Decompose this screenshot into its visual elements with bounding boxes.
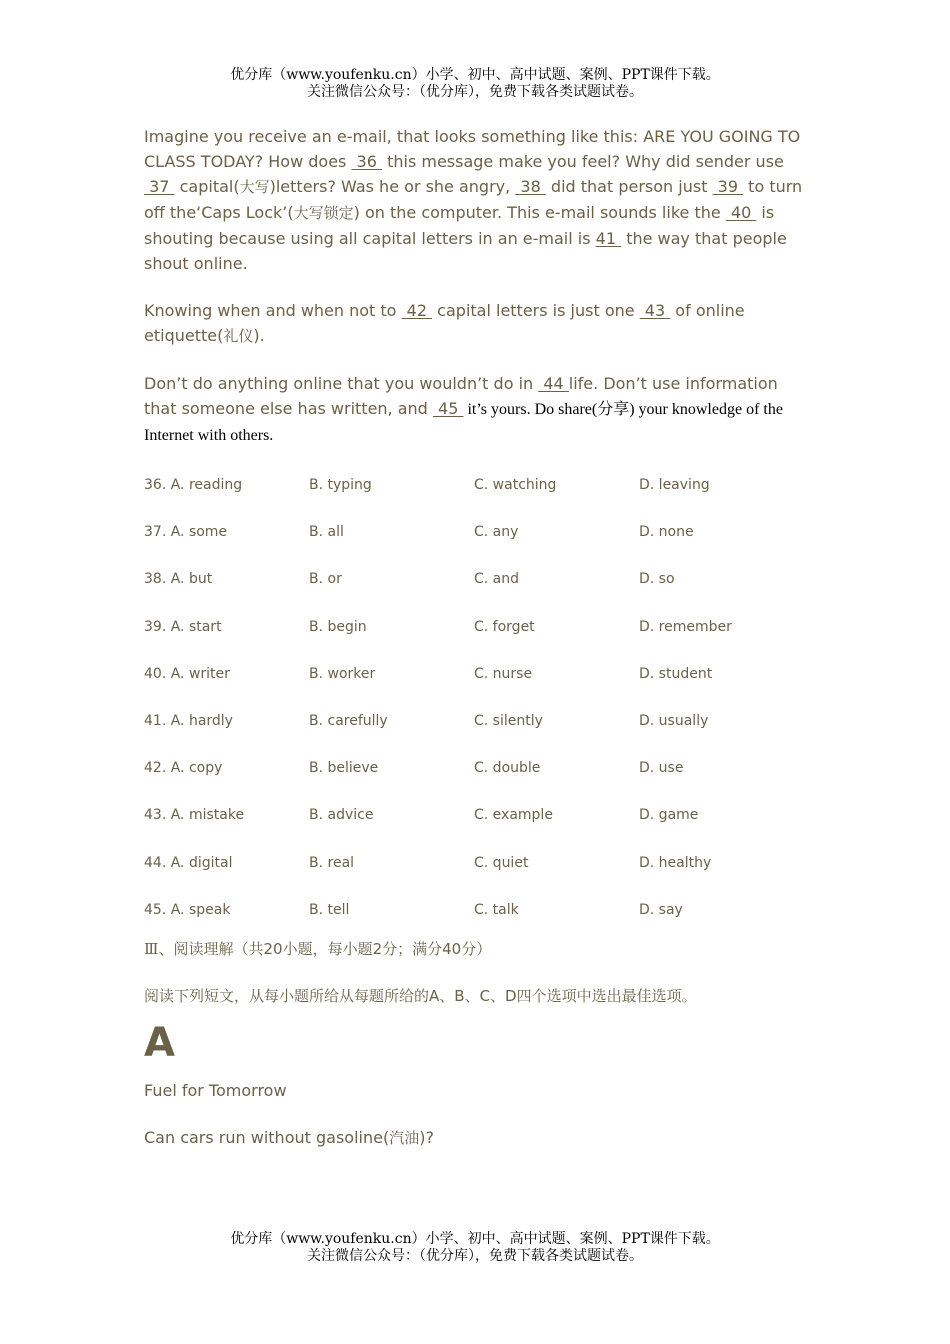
option-row-45 bbox=[144, 901, 814, 948]
option-row-43 bbox=[144, 806, 814, 853]
option-row-42 bbox=[144, 759, 814, 806]
options-list bbox=[144, 476, 814, 948]
header-line-1: 优分库（www.youfenku.cn）小学、初中、高中试题、案例、PPT课件下载。 bbox=[230, 67, 720, 83]
option-43-c: C. example bbox=[474, 807, 553, 824]
option-42-b: B. believe bbox=[309, 760, 379, 777]
text: 小题，每小题 bbox=[282, 939, 373, 958]
footer-line-2: 关注微信公众号：（优分库），免费下载各类试题试卷。 bbox=[307, 1247, 643, 1264]
chinese-gloss: 大写锁定 bbox=[293, 204, 354, 222]
option-38-c: C. and bbox=[474, 571, 520, 588]
text: )? bbox=[419, 1127, 434, 1147]
cloze-paragraph-3 bbox=[144, 371, 814, 448]
option-36-c: C. watching bbox=[474, 477, 557, 493]
option-36-b: B. typing bbox=[309, 477, 372, 493]
option-row-38 bbox=[144, 570, 814, 617]
text: it’s yours. Do share(分享) your knowledge of the Internet with others. bbox=[144, 401, 783, 444]
option-45-d: D. say bbox=[639, 901, 683, 918]
cloze-paragraph-2 bbox=[144, 298, 814, 349]
option-44-b: B. real bbox=[309, 854, 355, 871]
option-39-c: C. forget bbox=[474, 618, 535, 635]
text: 分；满分 bbox=[382, 939, 443, 958]
option-44-a: 44. A. digital bbox=[144, 854, 233, 871]
passage-question bbox=[144, 1128, 814, 1148]
option-row-37 bbox=[144, 523, 814, 570]
option-43-d: D. game bbox=[639, 807, 699, 824]
text: 阅读下列短文，从每小题所给从每题所给的 bbox=[144, 986, 430, 1005]
blank-40: 40 bbox=[725, 203, 757, 222]
text: Don’t do anything online that you wouldn’t do in bbox=[144, 374, 539, 393]
option-row-40 bbox=[144, 665, 814, 712]
text: Imagine you receive an e-mail, that looks something like this: ARE YOU GOING TO CLASS TODAY? How does bbox=[144, 127, 801, 171]
option-42-a: 42. A. copy bbox=[144, 760, 223, 777]
document-body bbox=[144, 124, 814, 1148]
passage-letter: A bbox=[144, 1019, 175, 1066]
text: of online etiquette( bbox=[144, 301, 745, 345]
chinese-gloss: 大写 bbox=[239, 178, 270, 196]
text: 四个选项中选出最佳选项。 bbox=[516, 986, 697, 1005]
option-row-44 bbox=[144, 854, 814, 901]
option-39-a: 39. A. start bbox=[144, 618, 222, 635]
option-39-d: D. remember bbox=[639, 618, 732, 635]
text: capital( bbox=[174, 177, 240, 196]
blank-38: 38 bbox=[515, 177, 546, 196]
option-41-c: C. silently bbox=[474, 712, 543, 729]
option-row-36 bbox=[144, 476, 814, 523]
option-40-b: B. worker bbox=[309, 665, 376, 682]
passage-title: Fuel for Tomorrow bbox=[144, 1080, 287, 1100]
option-41-d: D. usually bbox=[639, 712, 709, 729]
option-37-b: B. all bbox=[309, 524, 344, 541]
text: 2 bbox=[372, 939, 383, 958]
option-37-d: D. none bbox=[639, 524, 694, 541]
blank-43: 43 bbox=[639, 301, 671, 320]
option-43-b: B. advice bbox=[309, 807, 374, 824]
option-42-d: D. use bbox=[639, 760, 684, 777]
option-44-d: D. healthy bbox=[639, 854, 712, 871]
text: this message make you feel? Why did sender use bbox=[382, 152, 784, 171]
blank-37: 37 bbox=[144, 177, 175, 196]
page-header-top bbox=[0, 67, 950, 100]
option-row-39 bbox=[144, 618, 814, 665]
text: Can cars run without gasoline( bbox=[144, 1127, 390, 1147]
blank-45: 45 bbox=[432, 399, 464, 418]
text: is shouting because using all capital letters in an e-mail is bbox=[144, 203, 775, 248]
text: )letters? Was he or she angry, bbox=[269, 177, 516, 196]
blank-39: 39 bbox=[712, 177, 744, 196]
option-37-c: C. any bbox=[474, 524, 519, 541]
option-45-b: B. tell bbox=[309, 901, 350, 918]
blank-41: 41 bbox=[595, 229, 622, 248]
option-43-a: 43. A. mistake bbox=[144, 807, 245, 824]
text: 20 bbox=[263, 939, 283, 958]
option-38-b: B. or bbox=[309, 571, 342, 588]
chinese-gloss: 汽油 bbox=[389, 1128, 420, 1147]
text: the way that people shout online. bbox=[144, 229, 787, 273]
option-row-41 bbox=[144, 712, 814, 759]
option-41-b: B. carefully bbox=[309, 712, 388, 729]
chinese-gloss: 礼仪 bbox=[223, 327, 254, 345]
option-40-d: D. student bbox=[639, 665, 713, 682]
header-line-2: 关注微信公众号：（优分库），免费下载各类试题试卷。 bbox=[307, 83, 643, 100]
option-40-c: C. nurse bbox=[474, 665, 533, 682]
text: ) on the computer. This e-mail sounds like the bbox=[353, 203, 726, 222]
option-42-c: C. double bbox=[474, 760, 541, 777]
option-37-a: 37. A. some bbox=[144, 524, 228, 541]
option-36-d: D. leaving bbox=[639, 477, 710, 493]
option-45-c: C. talk bbox=[474, 901, 519, 918]
option-38-a: 38. A. but bbox=[144, 571, 213, 588]
blank-44: 44 bbox=[538, 374, 569, 393]
footer-line-1: 优分库（www.youfenku.cn）小学、初中、高中试题、案例、PPT课件下载。 bbox=[230, 1231, 720, 1247]
text: to turn off the‘Caps Lock’( bbox=[144, 177, 803, 222]
option-45-a: 45. A. speak bbox=[144, 901, 231, 918]
page-footer bbox=[0, 1231, 950, 1264]
option-36-a: 36. A. reading bbox=[144, 477, 243, 493]
text: life. Don’t use information that someone else has written, and bbox=[144, 374, 778, 418]
text: Knowing when and when not to bbox=[144, 301, 402, 320]
blank-36: 36 bbox=[351, 152, 382, 171]
cloze-paragraph-1 bbox=[144, 124, 814, 276]
text: A、B、C、D bbox=[429, 986, 517, 1005]
option-44-c: C. quiet bbox=[474, 854, 529, 871]
text: 分） bbox=[461, 939, 492, 958]
option-41-a: 41. A. hardly bbox=[144, 712, 233, 729]
option-40-a: 40. A. writer bbox=[144, 665, 230, 682]
option-38-d: D. so bbox=[639, 571, 675, 588]
text: 40 bbox=[442, 939, 462, 958]
blank-42: 42 bbox=[401, 301, 433, 320]
reading-instruction bbox=[144, 987, 814, 1005]
text: capital letters is just one bbox=[432, 301, 640, 320]
text: Ⅲ、阅读理解（共 bbox=[144, 939, 264, 958]
text: did that person just bbox=[545, 177, 713, 196]
option-39-b: B. begin bbox=[309, 618, 367, 635]
text: ). bbox=[253, 326, 265, 345]
